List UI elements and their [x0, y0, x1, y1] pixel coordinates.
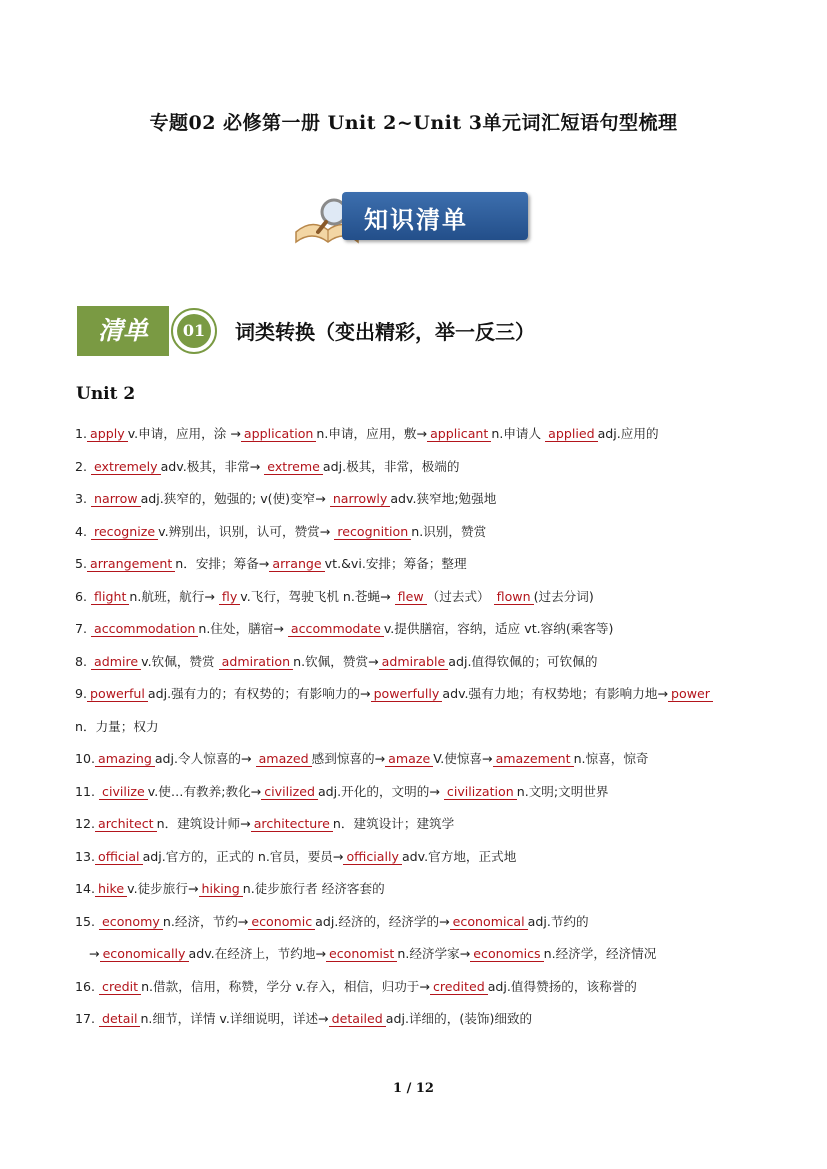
answer-word: admire	[91, 655, 141, 670]
entry-text: 12.	[75, 816, 96, 831]
entry-text: adj.开化的，文明的→	[317, 783, 444, 799]
vocab-entry	[75, 646, 765, 679]
answer-word: applicant	[427, 427, 491, 442]
entry-text: 6.	[75, 588, 92, 604]
answer-word: credit	[99, 980, 141, 995]
entry-text: adv.强有力地；有权势地；有影响力地→	[442, 686, 669, 701]
answer-word: accommodation	[91, 622, 198, 637]
entry-text: 3.	[75, 491, 92, 506]
answer-word: economy	[99, 915, 163, 930]
entry-text: adj.狭窄的，勉强的; v(使)变窄→	[140, 491, 330, 506]
vocab-entry	[75, 906, 765, 939]
answer-word: amaze	[385, 752, 433, 767]
entry-text: 15.	[75, 913, 100, 929]
answer-word: applied	[545, 427, 597, 442]
answer-word: arrange	[269, 557, 324, 572]
answer-word: detail	[99, 1012, 140, 1027]
entry-text: 4.	[75, 523, 92, 539]
vocab-entry	[75, 938, 765, 971]
entry-text: 感到惊喜的→	[311, 751, 386, 766]
answer-word: architect	[95, 817, 157, 832]
section-title: 词类转换（变出精彩，举一反三）	[235, 320, 535, 344]
entry-text: adv.在经济上，节约地→	[188, 946, 326, 961]
answer-word: officially	[343, 850, 401, 865]
answer-word: flew	[395, 590, 427, 605]
entry-text: n．力量；权力	[75, 718, 159, 734]
knowledge-list-banner	[292, 188, 532, 258]
entry-text: n．建筑设计师→	[156, 816, 251, 831]
answer-word: civilization	[444, 785, 517, 800]
entry-text: 11.	[75, 783, 100, 799]
answer-word: powerful	[87, 687, 148, 702]
section-number-badge	[171, 308, 217, 354]
entry-text: n.惊喜，惊奇	[573, 751, 649, 766]
entry-text: n.航班，航行→	[129, 588, 219, 604]
vocab-entry	[75, 678, 765, 711]
answer-word: amazement	[493, 752, 574, 767]
vocab-entry	[75, 613, 765, 646]
entry-text: 17.	[75, 1011, 100, 1026]
entry-text: v.徒步旅行→	[127, 881, 199, 896]
answer-word: power	[668, 687, 713, 702]
entry-text: n.文明;文明世界	[516, 783, 609, 799]
entry-text: n.经济学，经济情况	[543, 946, 657, 961]
entry-text: 1.	[75, 426, 88, 441]
entry-text: adv.官方地，正式地	[401, 848, 517, 864]
entry-text: v.辨别出，识别，认可，赞赏→	[158, 523, 335, 539]
entry-text: 9.	[75, 686, 88, 701]
answer-word: fly	[219, 590, 240, 605]
answer-word: powerfully	[371, 687, 443, 702]
entry-text: adv.狭窄地;勉强地	[390, 491, 497, 506]
answer-word: hiking	[199, 882, 243, 897]
answer-word: application	[241, 427, 316, 442]
answer-word: admirable	[379, 655, 449, 670]
vocab-entry	[75, 743, 765, 776]
answer-word: flown	[494, 590, 534, 605]
page-title: 专题02 必修第一册 Unit 2~Unit 3单元词汇短语句型梳理	[149, 112, 678, 134]
answer-word: economically	[100, 947, 189, 962]
entry-text: n．建筑设计；建筑学	[332, 816, 455, 831]
entry-text: →	[89, 946, 100, 961]
answer-word: detailed	[329, 1012, 386, 1027]
vocab-entry	[75, 1003, 765, 1036]
entry-text: 16.	[75, 978, 100, 994]
entry-text: v.使…有教养;教化→	[147, 783, 262, 799]
entry-text: 2.	[75, 458, 92, 474]
vocab-entry	[75, 418, 765, 451]
answer-word: economics	[470, 947, 543, 962]
entry-text: 5.	[75, 556, 88, 571]
answer-word: amazing	[95, 752, 155, 767]
vocab-entry	[75, 516, 765, 549]
answer-word: economic	[248, 915, 315, 930]
vocab-entry	[75, 808, 765, 841]
page-number: 1 / 12	[393, 1081, 434, 1096]
entry-text: n.申请，应用，敷→	[316, 426, 428, 441]
entry-text: 14.	[75, 881, 96, 896]
entry-text: adj.强有力的；有权势的；有影响力的→	[147, 686, 371, 701]
vocab-entry	[75, 873, 765, 906]
answer-word: official	[95, 850, 143, 865]
entry-text: n．安排；筹备→	[175, 556, 270, 571]
answer-word: apply	[87, 427, 128, 442]
section-number: 01	[177, 314, 211, 348]
answer-word: accommodate	[288, 622, 384, 637]
entry-text: adj.官方的，正式的 n.官员，要员→	[142, 848, 344, 864]
entry-text: n.经济，节约→	[162, 913, 249, 929]
answer-word: narrowly	[330, 492, 391, 507]
entry-text: adj.节约的	[527, 913, 589, 929]
entry-text: n.钦佩，赞赏→	[293, 653, 379, 669]
entry-text: n.借款，信用，称赞，学分 v.存入，相信，归功于→	[141, 978, 430, 994]
entry-text: 10.	[75, 751, 96, 766]
vocab-entry	[75, 711, 765, 744]
answer-word: architecture	[251, 817, 333, 832]
answer-word: economist	[326, 947, 397, 962]
vocab-entry	[75, 776, 765, 809]
entry-text: V.使惊喜→	[433, 751, 493, 766]
entry-text: vt.&vi.安排；筹备；整理	[324, 556, 467, 571]
vocab-entry	[75, 451, 765, 484]
answer-word: flight	[91, 590, 129, 605]
answer-word: arrangement	[87, 557, 175, 572]
entry-text: 7.	[75, 621, 92, 636]
answer-word: extremely	[91, 460, 161, 475]
answer-word: recognize	[91, 525, 158, 540]
answer-word: civilized	[261, 785, 318, 800]
entry-text: n.住处，膳宿→	[198, 621, 288, 636]
entry-text: adj.极其，非常，极端的	[322, 458, 460, 474]
entry-text: n.申请人	[491, 426, 546, 441]
entry-text: n.细节，详情 v.详细说明，详述→	[140, 1011, 329, 1026]
entry-text: adj.值得赞扬的，该称誉的	[487, 978, 637, 994]
answer-word: economical	[450, 915, 528, 930]
unit-heading: Unit 2	[76, 384, 136, 404]
entry-text: v.提供膳宿，容纳，适应 vt.容纳(乘客等)	[383, 621, 614, 636]
entry-text: n.徒步旅行者 经济客套的	[242, 881, 385, 896]
entry-text: adj.经济的，经济学的→	[315, 913, 450, 929]
vocab-entry	[75, 548, 765, 581]
vocab-entry	[75, 841, 765, 874]
entry-text: adj.值得钦佩的；可钦佩的	[448, 653, 598, 669]
entry-text: adv.极其，非常→	[160, 458, 265, 474]
answer-word: credited	[430, 980, 488, 995]
answer-word: narrow	[91, 492, 141, 507]
entry-text: v.申请，应用，涂 →	[127, 426, 241, 441]
vocab-entry	[75, 971, 765, 1004]
answer-word: amazed	[256, 752, 312, 767]
entry-text: adj.详细的，(装饰)细致的	[385, 1011, 533, 1026]
answer-word: recognition	[334, 525, 411, 540]
entry-text: v.钦佩，赞赏	[141, 653, 219, 669]
section-tag: 清单	[77, 306, 169, 356]
entry-text: n.识别，赞赏	[411, 523, 487, 539]
answer-word: admiration	[219, 655, 294, 670]
entry-text: 8.	[75, 653, 92, 669]
answer-word: extreme	[264, 460, 323, 475]
entry-text: （过去式）	[426, 588, 494, 604]
entry-text: n.经济学家→	[397, 946, 471, 961]
vocabulary-list	[75, 418, 765, 1036]
answer-word: civilize	[99, 785, 148, 800]
entry-text: adj.令人惊喜的→	[154, 751, 256, 766]
vocab-entry	[75, 581, 765, 614]
entry-text: v.飞行，驾驶飞机 n.苍蝇→	[240, 588, 395, 604]
entry-text: adj.应用的	[597, 426, 659, 441]
banner-text: 知识清单	[364, 206, 468, 234]
vocab-entry	[75, 483, 765, 516]
entry-text: (过去分词)	[533, 588, 594, 604]
answer-word: hike	[95, 882, 127, 897]
entry-text: 13.	[75, 848, 96, 864]
